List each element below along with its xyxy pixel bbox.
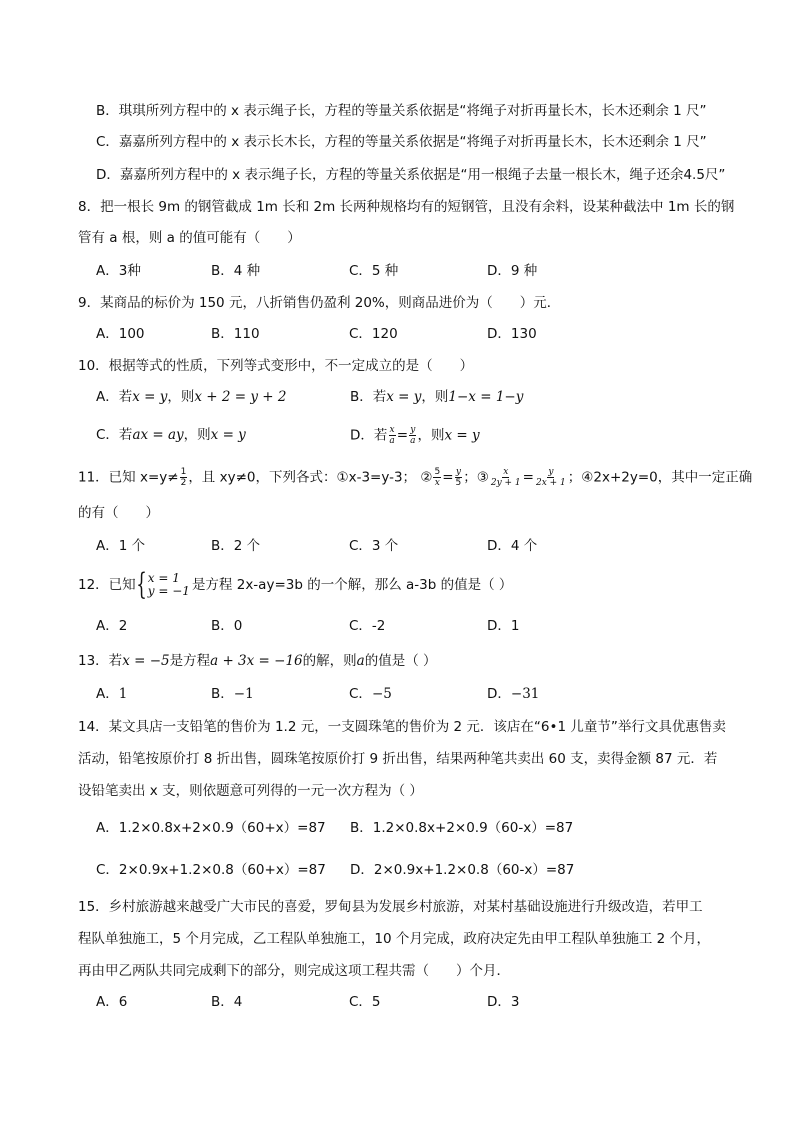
q13-option-b: [211, 684, 254, 704]
q10-d-frac1-den: a: [389, 436, 395, 446]
q12-option-d: D．1: [487, 618, 520, 634]
q11-frac4-den: 2x + 1: [535, 478, 566, 488]
q9-option-a: A．100: [96, 326, 145, 342]
q8-option-b: B．4 种: [211, 263, 261, 279]
q15-stem-line3: 再由甲乙两队共同完成剩下的部分，则完成这项工程共需（ ）个月．: [78, 963, 510, 979]
q9-option-d: D．130: [487, 326, 537, 342]
q10-b-result: 1−x = 1−y: [448, 389, 524, 405]
q9-stem: 9．某商品的标价为 150 元，八折销售仍盈利 20%，则商品进价为（ ）元．: [78, 295, 561, 311]
q9-option-b: B．110: [211, 326, 260, 342]
q13-c-label: C．: [349, 686, 372, 702]
q13-option-a: [96, 684, 127, 704]
q13-c-value: −5: [371, 686, 392, 702]
q14-option-a: A．1.2×0.8x+2×0.9（60+x）=87: [96, 820, 326, 836]
q11-half-num: 1: [180, 467, 187, 477]
q13-option-d: [487, 684, 539, 704]
q14-stem-line2: 活动，铅笔按原价打 8 折出售，圆珠笔按原价打 9 折出售，结果两种笔共卖出 60 支，卖得金额 87 元．若: [78, 751, 718, 767]
q12-prefix: 12．已知: [78, 577, 136, 593]
q8-option-d: D．9 种: [487, 263, 538, 279]
q11-half-den: 2: [180, 478, 187, 488]
q10-d-frac2-num: y: [410, 425, 416, 435]
q10-option-b: [350, 387, 523, 407]
q10-d-fraction-right: [409, 425, 416, 446]
q11-frac3: [490, 467, 522, 488]
q10-d-frac2-den: a: [410, 436, 416, 446]
q10-d-result: x = y: [444, 427, 480, 444]
q10-c-then: ，则: [183, 427, 211, 443]
q7-option-d: D．嘉嘉所列方程中的 x 表示绳子长，方程的等量关系依据是“用一根绳子去量一根长木，绳子还余4.5尺”: [96, 167, 726, 183]
q11-half-fraction: [180, 467, 188, 488]
q11-equals-1: =: [442, 469, 454, 486]
q8-option-c: C．5 种: [349, 263, 399, 279]
q10-c-result: x = y: [210, 427, 246, 443]
q9-option-c: C．120: [349, 326, 398, 342]
q11-frac1-den: x: [434, 478, 440, 488]
q12-equation-system: [148, 572, 190, 598]
q15-option-b: B．4: [211, 994, 243, 1010]
q12-system-line2: y = −1: [147, 584, 190, 598]
q11-option-d: D．4 个: [487, 538, 538, 554]
q11-equals-2: =: [522, 469, 534, 486]
q8-option-a: A．3种: [96, 263, 141, 279]
q12-system-line1: x = 1: [147, 571, 180, 585]
q13-variable: a: [356, 653, 365, 669]
q10-b-then: ，则: [421, 389, 449, 405]
q14-option-b: B．1.2×0.8x+2×0.9（60-x）=87: [350, 820, 574, 836]
q10-c-prefix: C．若: [96, 427, 133, 443]
q12-suffix: 是方程 2x-ay=3b 的一个解，那么 a-3b 的值是（ ）: [191, 577, 513, 593]
q13-d-value: −31: [510, 686, 540, 702]
left-brace-icon: {: [135, 567, 147, 602]
q11-prefix: 11．已知 x=y≠: [78, 469, 179, 486]
q11-middle-text: ，且 xy≠0，下列各式：①x-3=y-3； ②: [188, 469, 433, 486]
q13-solution: x = −5: [122, 653, 170, 669]
q10-d-fraction-left: [388, 425, 395, 446]
q11-frac3-den: 2y + 1: [490, 478, 521, 488]
q14-option-d: D．2×0.9x+1.2×0.8（60-x）=87: [350, 862, 575, 878]
q11-frac2-num: y: [455, 467, 461, 477]
q10-option-a: [96, 387, 287, 407]
q14-stem-line3: 设铅笔卖出 x 支，则依题意可列得的一元一次方程为（ ）: [78, 783, 423, 799]
q13-stem: [78, 651, 437, 671]
q7-option-c: C．嘉嘉所列方程中的 x 表示长木长，方程的等量关系依据是“将绳子对折再量长木，长木还剩余 1 尺”: [96, 134, 707, 150]
q11-stem-line2: 的有（ ）: [78, 505, 159, 521]
q13-middle-text-2: 的解，则: [302, 653, 357, 669]
q10-option-d: D．若 $\frac{x}{a}$ = $\frac{y}{a}$ ，则x = y: [350, 425, 480, 446]
q10-a-prefix: A．若: [96, 389, 133, 405]
q13-equation: a + 3x = −16: [210, 653, 303, 669]
q10-d-frac1-num: x: [389, 425, 395, 435]
q11-suffix: ；④2x+2y=0，其中一定正确: [567, 469, 753, 486]
q10-a-then: ，则: [167, 389, 195, 405]
q13-b-label: B．: [211, 686, 234, 702]
q13-prefix: 13．若: [78, 653, 123, 669]
q15-option-a: A．6: [96, 994, 128, 1010]
q11-option-a: A．1 个: [96, 538, 146, 554]
q11-option-b: B．2 个: [211, 538, 261, 554]
q11-frac1: [433, 467, 441, 488]
q13-suffix: 的值是（ ）: [364, 653, 437, 669]
q12-option-b: B．0: [211, 618, 243, 634]
q11-option-c: C．3 个: [349, 538, 399, 554]
q10-b-prefix: B．若: [350, 389, 387, 405]
q13-a-label: A．: [96, 686, 119, 702]
q11-frac4-num: y: [548, 467, 554, 477]
q11-frac3-num: x: [503, 467, 509, 477]
q12-option-a: A．2: [96, 618, 128, 634]
q10-b-condition: x = y: [386, 389, 422, 405]
q8-stem-line2: 管有 a 根，则 a 的值可能有（ ）: [78, 230, 301, 246]
q10-c-condition: ax = ay: [132, 427, 184, 443]
q13-b-value: −1: [233, 686, 254, 702]
q13-middle-text: 是方程: [169, 653, 211, 669]
q7-option-b: B．琪琪所列方程中的 x 表示绳子长，方程的等量关系依据是“将绳子对折再量长木，长木还剩余 1 尺”: [96, 103, 707, 119]
q10-d-then: ，则: [417, 427, 445, 444]
q15-option-c: C．5: [349, 994, 381, 1010]
q11-stem-line1: [78, 467, 752, 488]
q10-option-c: [96, 425, 246, 445]
q13-a-value: 1: [118, 686, 128, 702]
q8-stem-line1: 8．把一根长 9m 的钢管截成 1m 长和 2m 长两种规格均有的短钢管，且没有余料，设某种截法中 1m 长的钢: [78, 199, 735, 215]
q11-frac2-den: 5: [455, 478, 462, 488]
q11-separator-3: ；③: [463, 469, 489, 486]
q11-frac4: [535, 467, 567, 488]
q11-frac2: [455, 467, 463, 488]
q10-a-result: x + 2 = y + 2: [194, 389, 287, 405]
q14-option-c: C．2×0.9x+1.2×0.8（60+x）=87: [96, 862, 326, 878]
q10-stem: 10．根据等式的性质，下列等式变形中，不一定成立的是（ ）: [78, 358, 474, 374]
q10-d-prefix: D．若: [350, 427, 388, 444]
q14-stem-line1: 14．某文具店一支铅笔的售价为 1.2 元，一支圆珠笔的售价为 2 元．该店在“6•1 儿童节”举行文具优惠售卖: [78, 719, 726, 735]
q13-option-c: [349, 684, 392, 704]
q13-d-label: D．: [487, 686, 511, 702]
q11-frac1-num: 5: [434, 467, 441, 477]
q10-a-condition: x = y: [132, 389, 168, 405]
q15-option-d: D．3: [487, 994, 520, 1010]
q15-stem-line1: 15．乡村旅游越来越受广大市民的喜爱，罗甸县为发展乡村旅游，对某村基础设施进行升级改造，若甲工: [78, 899, 703, 915]
q15-stem-line2: 程队单独施工，5 个月完成，乙工程队单独施工，10 个月完成，政府决定先由甲工程队单独施工 2 个月，: [78, 931, 711, 947]
q12-option-c: C．-2: [349, 618, 386, 634]
q12-stem: [78, 567, 513, 602]
